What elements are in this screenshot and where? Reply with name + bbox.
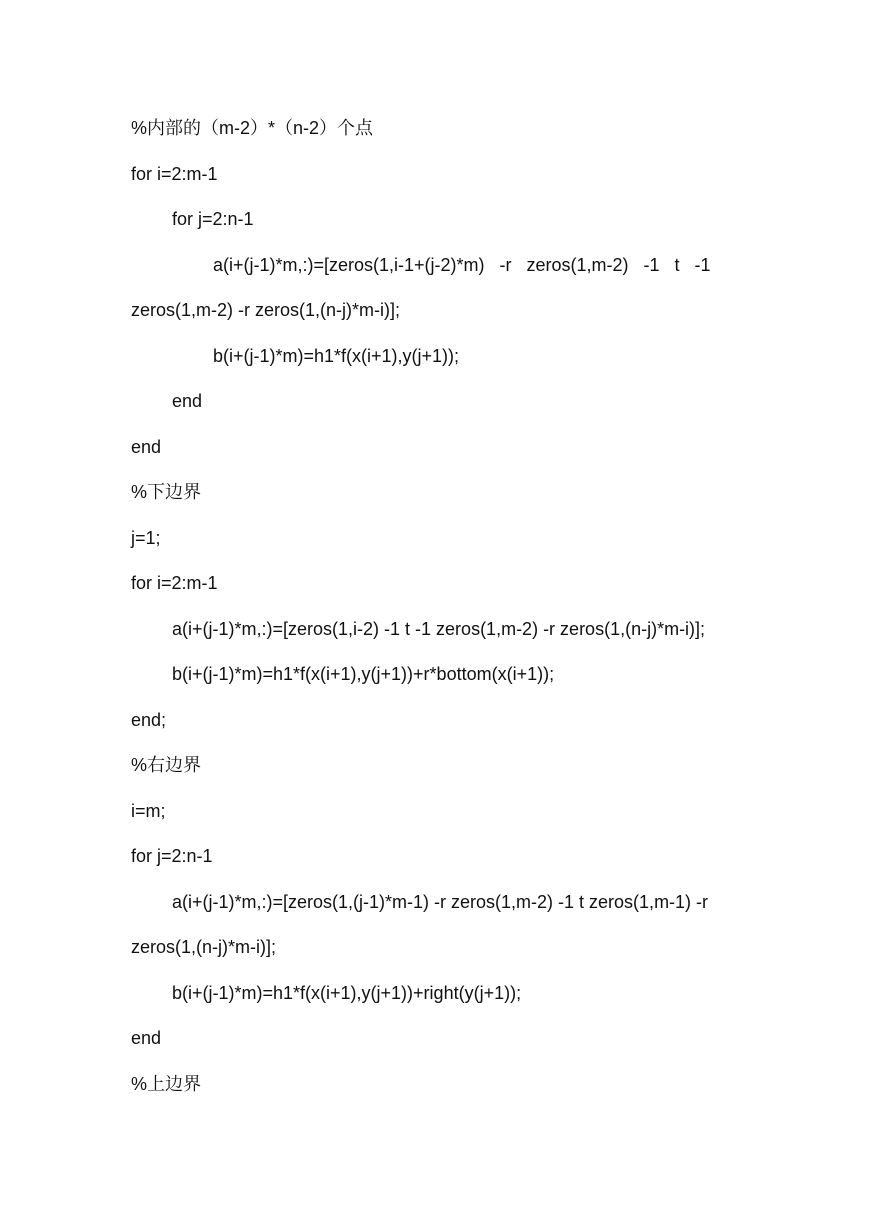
code-line: j=1; (131, 527, 161, 548)
comment-line: %内部的（m-2）*（n-2）个点 (131, 118, 374, 138)
comment-line: %上边界 (131, 1073, 202, 1094)
code-line: b(i+(j-1)*m)=h1*f(x(i+1),y(j+1)); (213, 345, 460, 366)
code-line: a(i+(j-1)*m,:)=[zeros(1,(j-1)*m-1) -r zeros(1,m-2) -1 t zeros(1,m-1) -r (172, 891, 709, 912)
code-line: for j=2:n-1 (131, 846, 213, 866)
code-line: a(i+(j-1)*m,:)=[zeros(1,i-2) -1 t -1 zeros(1,m-2) -r zeros(1,(n-j)*m-i)]; (172, 618, 706, 639)
code-line: i=m; (131, 800, 166, 821)
code-line: b(i+(j-1)*m)=h1*f(x(i+1),y(j+1))+right(y(j+1)); (172, 982, 522, 1003)
code-line: for j=2:n-1 (172, 209, 254, 229)
code-line: a(i+(j-1)*m,:)=[zeros(1,i-1+(j-2)*m) -r zeros(1,m-2) -1 t -1 (213, 254, 711, 275)
code-line: end; (131, 709, 167, 730)
code-line: b(i+(j-1)*m)=h1*f(x(i+1),y(j+1))+r*bottom(x(i+1)); (172, 664, 555, 684)
code-line: end (131, 1028, 162, 1048)
code-block (131, 114, 771, 1115)
code-line: for i=2:m-1 (131, 163, 218, 184)
code-line: zeros(1,m-2) -r zeros(1,(n-j)*m-i)]; (131, 300, 401, 320)
code-line: for i=2:m-1 (131, 573, 218, 593)
code-line: end (131, 436, 162, 457)
comment-line: %下边界 (131, 482, 202, 502)
comment-line: %右边界 (131, 755, 202, 775)
code-line: zeros(1,(n-j)*m-i)]; (131, 937, 277, 957)
code-line: end (172, 391, 203, 411)
